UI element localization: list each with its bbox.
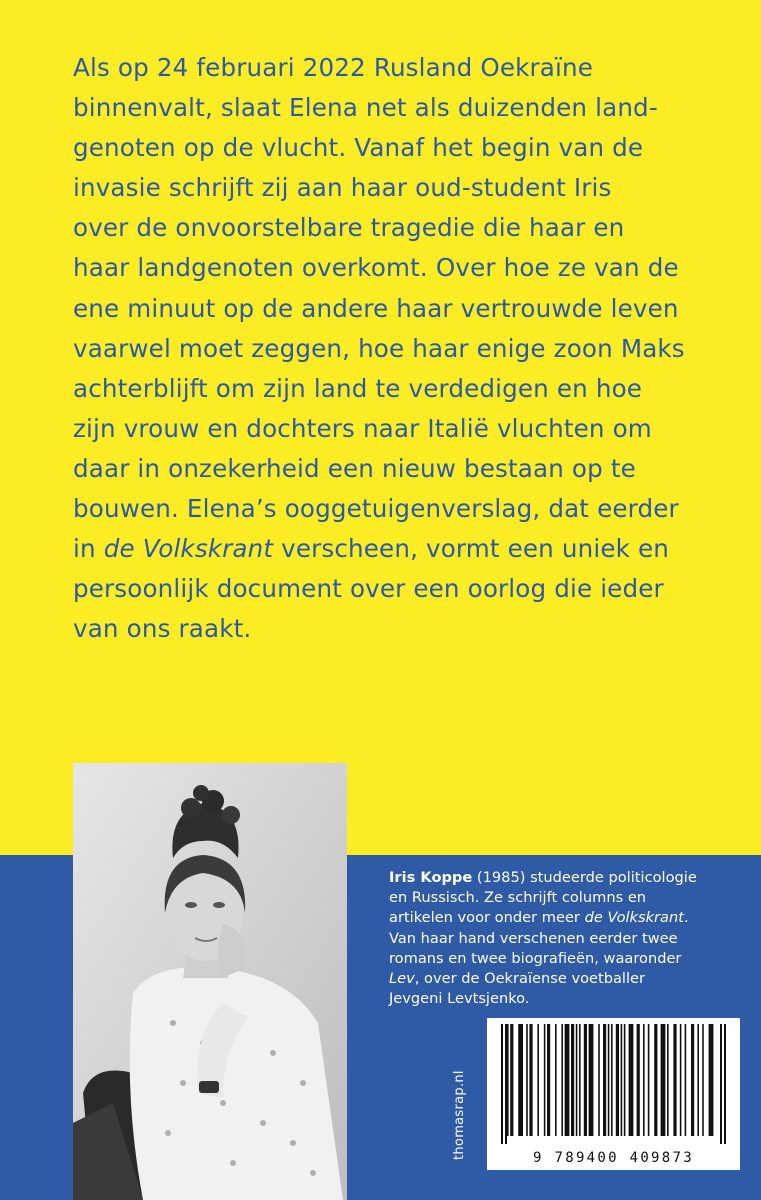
back-cover-blurb: [73, 48, 693, 649]
blurb-line: binnenvalt, slaat Elena net als duizenden land-: [73, 93, 658, 123]
barcode-bar: [561, 1024, 563, 1136]
barcode-bar: [697, 1024, 699, 1136]
newspaper-title: de Volkskrant: [103, 534, 274, 564]
barcode-bar: [624, 1024, 626, 1136]
barcode-bar: [667, 1024, 669, 1136]
bio-text: .: [683, 909, 689, 927]
author-portrait-illustration: [73, 763, 347, 1200]
blurb-line: daar in onzekerheid een nieuw bestaan op te: [73, 453, 636, 483]
barcode-bar: [598, 1024, 600, 1136]
barcode-bar: [680, 1024, 682, 1136]
barcode-bar: [526, 1024, 528, 1136]
isbn-barcode: [487, 1018, 740, 1170]
barcode-bar: [724, 1024, 726, 1144]
barcode-bar: [537, 1024, 539, 1136]
barcode-bar: [637, 1024, 640, 1136]
bio-line: [389, 908, 739, 928]
bio-line: Jevgeni Levtsjenko.: [389, 990, 530, 1008]
blurb-line: [73, 529, 693, 569]
bio-text: (1985) studeerde politicologie: [472, 869, 697, 886]
barcode-bars: [487, 1018, 740, 1146]
barcode-bar: [629, 1024, 634, 1136]
book-title: Lev: [389, 970, 415, 988]
barcode-bar: [621, 1024, 623, 1136]
author-name: Iris Koppe: [389, 869, 473, 886]
barcode-bar: [673, 1024, 676, 1136]
barcode-bar: [555, 1024, 557, 1136]
blurb-line: persoonlijk document over een oorlog die ieder: [73, 574, 664, 604]
blurb-line: genoten op de vlucht. Vanaf het begin van de: [73, 133, 644, 163]
barcode-bar: [589, 1024, 594, 1136]
bio-line: Van haar hand verschenen eerder twee: [389, 929, 678, 947]
barcode-bar: [608, 1024, 610, 1136]
barcode-bar: [571, 1024, 574, 1136]
publisher-url[interactable]: thomasrap.nl: [452, 1070, 467, 1160]
barcode-bar: [505, 1024, 507, 1144]
blurb-line: invasie schrijft zij aan haar oud-student Iris: [73, 173, 612, 203]
blurb-line: zijn vrouw en dochters naar Italië vluchten om: [73, 413, 652, 443]
barcode-bar: [720, 1024, 722, 1144]
newspaper-title: de Volkskrant: [584, 909, 684, 927]
blurb-line: Als op 24 februari 2022 Rusland Oekraïne: [73, 53, 593, 82]
barcode-bar: [603, 1024, 606, 1136]
blurb-line: vaarwel moet zeggen, hoe haar enige zoon Maks: [73, 333, 685, 363]
barcode-bar: [685, 1024, 687, 1136]
barcode-bar: [709, 1024, 714, 1136]
bio-line: en Russisch. Ze schrijft columns en: [389, 889, 647, 907]
barcode-bar: [616, 1024, 619, 1136]
barcode-bar: [518, 1024, 523, 1136]
blurb-line: achterblijft om zijn land te verdedigen en hoe: [73, 373, 643, 403]
barcode-bar: [501, 1024, 503, 1144]
barcode-bar: [702, 1024, 704, 1136]
blurb-line: over de onvoorstelbare tragedie die haar en: [73, 213, 625, 243]
barcode-bar: [611, 1024, 613, 1136]
barcode-bar: [648, 1024, 650, 1136]
blurb-text: in: [73, 534, 104, 564]
barcode-bar: [661, 1024, 666, 1136]
blurb-line: ene minuut op de andere haar vertrouwde leven: [73, 293, 679, 323]
barcode-bar: [643, 1024, 645, 1136]
blurb-text: verscheen, vormt een uniek en: [273, 534, 669, 564]
bio-text: , over de Oekraïense voetballer: [414, 970, 646, 988]
barcode-bar: [654, 1024, 657, 1136]
barcode-bar: [584, 1024, 587, 1136]
barcode-bar: [576, 1024, 578, 1136]
blurb-line: bouwen. Elena’s ooggetuigenverslag, dat eerder: [73, 494, 679, 524]
isbn-number: 9 789400 409873: [533, 1150, 694, 1166]
author-bio: [389, 868, 739, 1009]
bio-line: [389, 868, 739, 888]
barcode-bar: [544, 1024, 546, 1136]
blurb-line: haar landgenoten overkomt. Over hoe ze van de: [73, 253, 679, 283]
barcode-bar: [510, 1024, 513, 1136]
bio-line: romans en twee biografieën, waaronder: [389, 949, 682, 967]
barcode-bar: [691, 1024, 694, 1136]
bio-text: artikelen voor onder meer: [389, 909, 585, 927]
blurb-line: van ons raakt.: [73, 614, 252, 644]
barcode-bar: [507, 1024, 509, 1136]
barcode-bar: [547, 1024, 550, 1136]
barcode-bar: [565, 1024, 570, 1136]
barcode-bar: [529, 1024, 532, 1136]
author-photo: [73, 763, 347, 1200]
bio-line: [389, 969, 739, 989]
barcode-bar: [579, 1024, 581, 1136]
